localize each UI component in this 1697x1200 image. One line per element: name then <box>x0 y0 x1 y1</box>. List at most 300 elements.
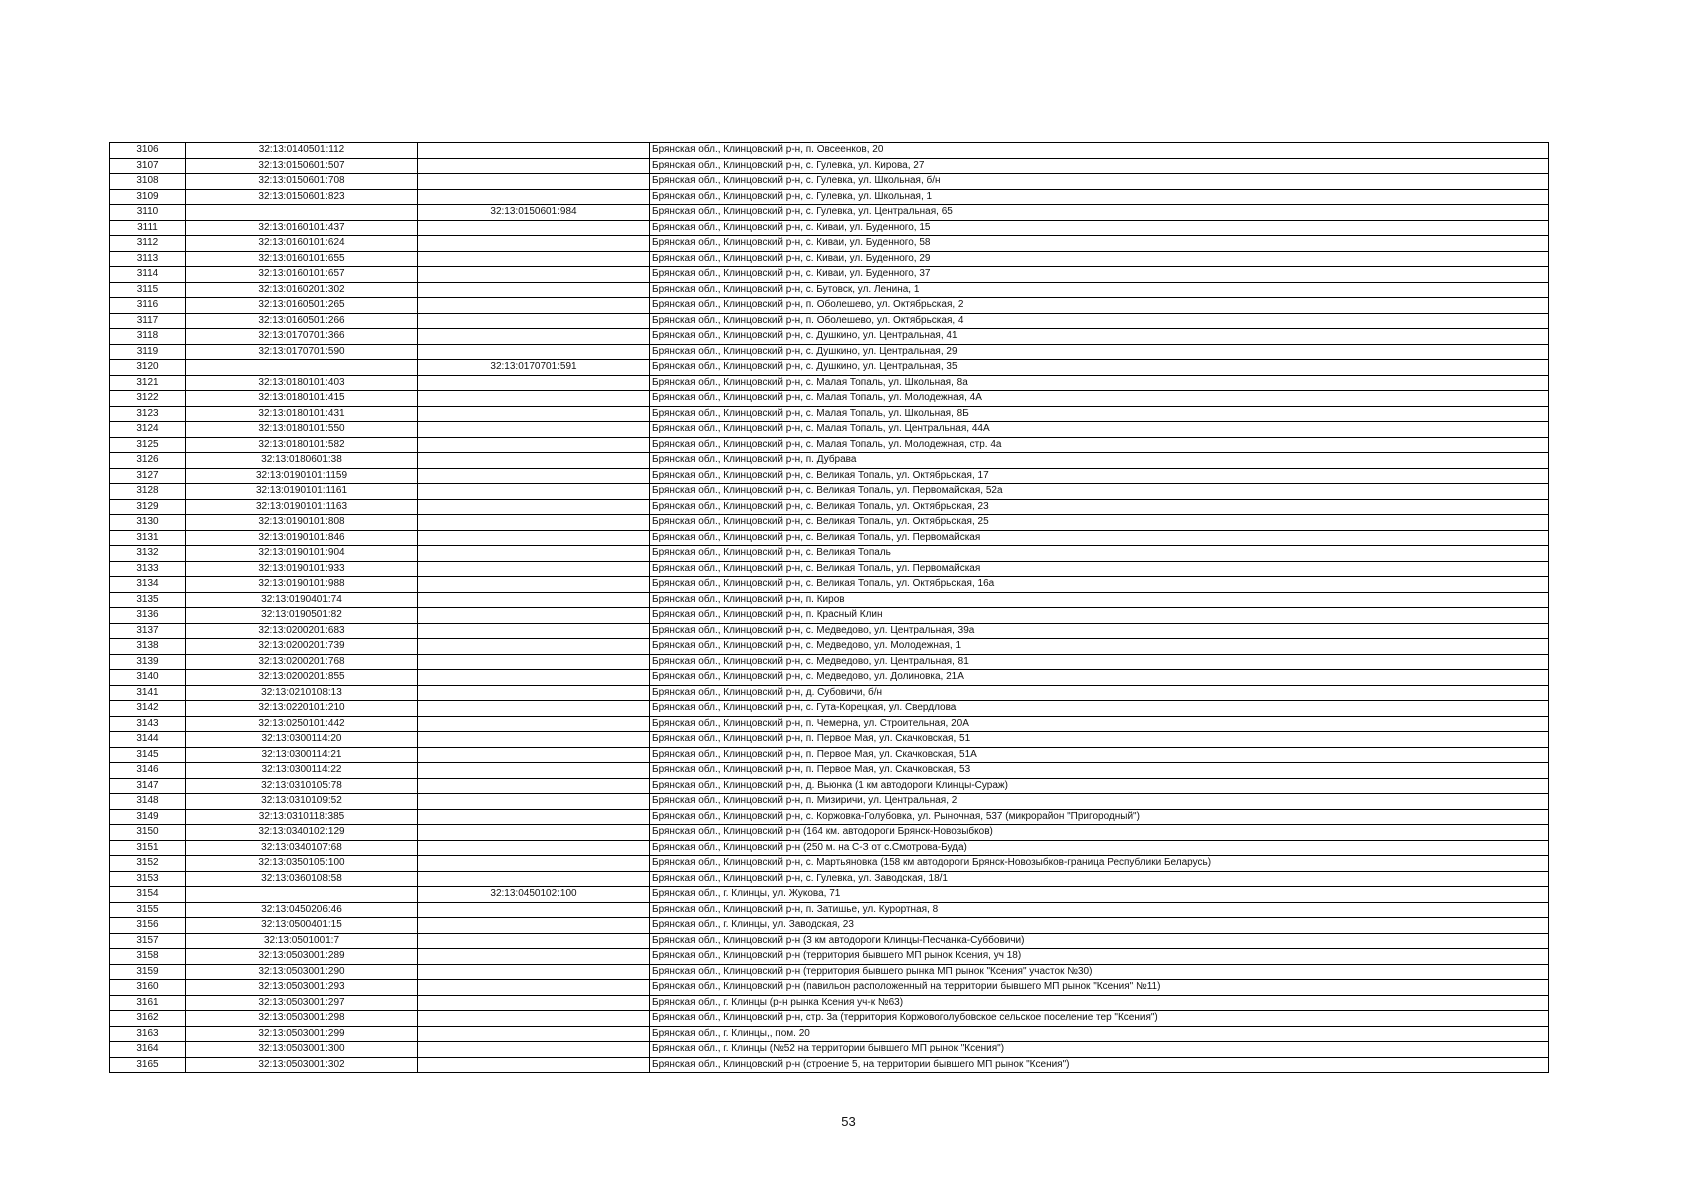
address-cell: Брянская обл., г. Клинцы,, пом. 20 <box>650 1026 1549 1042</box>
address-cell: Брянская обл., Клинцовский р-н, с. Киваи, ул. Буденного, 29 <box>650 251 1549 267</box>
table-row <box>110 747 1549 763</box>
row-number-cell: 3141 <box>110 685 186 701</box>
row-number-cell: 3119 <box>110 344 186 360</box>
row-number-cell: 3163 <box>110 1026 186 1042</box>
cadastral-number-cell: 32:13:0310109:52 <box>186 794 418 810</box>
table-row <box>110 546 1549 562</box>
table-row <box>110 902 1549 918</box>
cadastral-number-cell: 32:13:0140501:112 <box>186 143 418 159</box>
cadastral-number-cell: 32:13:0190101:1161 <box>186 484 418 500</box>
table-row <box>110 840 1549 856</box>
address-cell: Брянская обл., Клинцовский р-н, с. Киваи, ул. Буденного, 58 <box>650 236 1549 252</box>
row-number-cell: 3146 <box>110 763 186 779</box>
address-cell: Брянская обл., Клинцовский р-н, д. Вьюнка (1 км автодороги Клинцы-Сураж) <box>650 778 1549 794</box>
table-row <box>110 499 1549 515</box>
cadastral-number-cell: 32:13:0200201:855 <box>186 670 418 686</box>
row-number-cell: 3157 <box>110 933 186 949</box>
address-cell: Брянская обл., Клинцовский р-н, с. Гулевка, ул. Школьная, б/н <box>650 174 1549 190</box>
cadastral-number-cell: 32:13:0210108:13 <box>186 685 418 701</box>
row-number-cell: 3155 <box>110 902 186 918</box>
cadastral-number-alt-cell <box>418 732 650 748</box>
address-cell: Брянская обл., Клинцовский р-н, с. Медведово, ул. Центральная, 39а <box>650 623 1549 639</box>
address-cell: Брянская обл., Клинцовский р-н, п. Дубрава <box>650 453 1549 469</box>
cadastral-number-alt-cell <box>418 515 650 531</box>
table-row <box>110 778 1549 794</box>
cadastral-number-cell: 32:13:0503001:300 <box>186 1042 418 1058</box>
table-row <box>110 825 1549 841</box>
row-number-cell: 3161 <box>110 995 186 1011</box>
address-cell: Брянская обл., Клинцовский р-н, п. Затишье, ул. Курортная, 8 <box>650 902 1549 918</box>
cadastral-number-alt-cell <box>418 468 650 484</box>
row-number-cell: 3142 <box>110 701 186 717</box>
cadastral-number-alt-cell <box>418 933 650 949</box>
cadastral-number-alt-cell <box>418 871 650 887</box>
cadastral-number-alt-cell <box>418 189 650 205</box>
cadastral-number-alt-cell <box>418 1011 650 1027</box>
cadastral-number-cell: 32:13:0190101:904 <box>186 546 418 562</box>
row-number-cell: 3132 <box>110 546 186 562</box>
row-number-cell: 3123 <box>110 406 186 422</box>
cadastral-number-alt-cell <box>418 453 650 469</box>
cadastral-number-alt-cell <box>418 670 650 686</box>
table-row <box>110 701 1549 717</box>
address-cell: Брянская обл., Клинцовский р-н (павильон расположенный на территории бывшего МП рынок "Ксения" №11) <box>650 980 1549 996</box>
table-row <box>110 980 1549 996</box>
table-row <box>110 267 1549 283</box>
row-number-cell: 3111 <box>110 220 186 236</box>
table-row <box>110 561 1549 577</box>
cadastral-number-alt-cell <box>418 530 650 546</box>
row-number-cell: 3133 <box>110 561 186 577</box>
address-cell: Брянская обл., Клинцовский р-н, с. Великая Топаль, ул. Октябрьская, 25 <box>650 515 1549 531</box>
cadastral-number-alt-cell <box>418 639 650 655</box>
table-row <box>110 763 1549 779</box>
cadastral-number-alt-cell <box>418 623 650 639</box>
cadastral-number-cell: 32:13:0180101:582 <box>186 437 418 453</box>
cadastral-number-cell: 32:13:0160501:265 <box>186 298 418 314</box>
cadastral-number-alt-cell <box>418 608 650 624</box>
cadastral-number-alt-cell <box>418 778 650 794</box>
address-cell: Брянская обл., Клинцовский р-н, с. Великая Топаль, ул. Октябрьская, 17 <box>650 468 1549 484</box>
row-number-cell: 3117 <box>110 313 186 329</box>
table-row <box>110 716 1549 732</box>
row-number-cell: 3134 <box>110 577 186 593</box>
cadastral-number-alt-cell <box>418 437 650 453</box>
table-row <box>110 933 1549 949</box>
cadastral-number-alt-cell <box>418 1042 650 1058</box>
cadastral-number-cell: 32:13:0250101:442 <box>186 716 418 732</box>
cadastral-number-cell: 32:13:0160201:302 <box>186 282 418 298</box>
address-cell: Брянская обл., Клинцовский р-н, с. Мартьяновка (158 км автодороги Брянск-Новозыбков-граница Республики Беларусь) <box>650 856 1549 872</box>
cadastral-number-alt-cell <box>418 949 650 965</box>
cadastral-number-alt-cell <box>418 825 650 841</box>
table-row <box>110 608 1549 624</box>
address-cell: Брянская обл., Клинцовский р-н, с. Гулевка, ул. Кирова, 27 <box>650 158 1549 174</box>
cadastral-number-alt-cell <box>418 313 650 329</box>
cadastral-number-cell: 32:13:0503001:298 <box>186 1011 418 1027</box>
row-number-cell: 3107 <box>110 158 186 174</box>
cadastral-number-cell: 32:13:0450206:46 <box>186 902 418 918</box>
table-row <box>110 949 1549 965</box>
cadastral-number-cell: 32:13:0160101:657 <box>186 267 418 283</box>
table-row <box>110 995 1549 1011</box>
cadastral-number-cell <box>186 360 418 376</box>
cadastral-number-cell: 32:13:0200201:768 <box>186 654 418 670</box>
cadastral-number-cell: 32:13:0180101:415 <box>186 391 418 407</box>
cadastral-number-alt-cell <box>418 251 650 267</box>
address-cell: Брянская обл., г. Клинцы (№52 на территории бывшего МП рынок "Ксения") <box>650 1042 1549 1058</box>
cadastral-number-cell: 32:13:0150601:507 <box>186 158 418 174</box>
cadastral-number-cell <box>186 205 418 221</box>
cadastral-number-cell: 32:13:0503001:297 <box>186 995 418 1011</box>
table-row <box>110 592 1549 608</box>
table-row <box>110 964 1549 980</box>
cadastral-number-alt-cell <box>418 499 650 515</box>
row-number-cell: 3151 <box>110 840 186 856</box>
table-row <box>110 205 1549 221</box>
address-cell: Брянская обл., Клинцовский р-н (3 км автодороги Клинцы-Песчанка-Суббовичи) <box>650 933 1549 949</box>
table-row <box>110 1026 1549 1042</box>
table-row <box>110 794 1549 810</box>
cadastral-number-cell: 32:13:0190501:82 <box>186 608 418 624</box>
cadastral-number-cell: 32:13:0310118:385 <box>186 809 418 825</box>
address-cell: Брянская обл., Клинцовский р-н, с. Медведово, ул. Долиновка, 21А <box>650 670 1549 686</box>
table-row <box>110 871 1549 887</box>
cadastral-number-cell: 32:13:0503001:302 <box>186 1057 418 1073</box>
cadastral-number-cell: 32:13:0340102:129 <box>186 825 418 841</box>
row-number-cell: 3148 <box>110 794 186 810</box>
cadastral-number-alt-cell <box>418 577 650 593</box>
cadastral-number-alt-cell <box>418 1057 650 1073</box>
table-row <box>110 375 1549 391</box>
table-row <box>110 220 1549 236</box>
cadastral-number-alt-cell <box>418 391 650 407</box>
address-cell: Брянская обл., Клинцовский р-н, стр. 3а (территория Коржовоголубовское сельское поселение тер "Ксения") <box>650 1011 1549 1027</box>
row-number-cell: 3152 <box>110 856 186 872</box>
row-number-cell: 3108 <box>110 174 186 190</box>
registry-table-body <box>110 143 1549 1073</box>
address-cell: Брянская обл., Клинцовский р-н (территория бывшего рынка МП рынок "Ксения" участок №30) <box>650 964 1549 980</box>
address-cell: Брянская обл., Клинцовский р-н, с. Малая Топаль, ул. Молодежная, стр. 4а <box>650 437 1549 453</box>
table-row <box>110 143 1549 159</box>
table-row <box>110 251 1549 267</box>
row-number-cell: 3140 <box>110 670 186 686</box>
cadastral-number-alt-cell <box>418 174 650 190</box>
address-cell: Брянская обл., Клинцовский р-н, с. Малая Топаль, ул. Школьная, 8Б <box>650 406 1549 422</box>
address-cell: Брянская обл., Клинцовский р-н, д. Субовичи, б/н <box>650 685 1549 701</box>
page-number: 53 <box>841 1114 856 1129</box>
address-cell: Брянская обл., Клинцовский р-н, п. Первое Мая, ул. Скачковская, 53 <box>650 763 1549 779</box>
address-cell: Брянская обл., Клинцовский р-н, п. Первое Мая, ул. Скачковская, 51А <box>650 747 1549 763</box>
address-cell: Брянская обл., Клинцовский р-н, с. Великая Топаль, ул. Октябрьская, 16а <box>650 577 1549 593</box>
row-number-cell: 3164 <box>110 1042 186 1058</box>
cadastral-number-alt-cell <box>418 794 650 810</box>
cadastral-number-cell: 32:13:0200201:683 <box>186 623 418 639</box>
cadastral-number-cell: 32:13:0180101:431 <box>186 406 418 422</box>
cadastral-number-cell: 32:13:0190101:808 <box>186 515 418 531</box>
row-number-cell: 3130 <box>110 515 186 531</box>
row-number-cell: 3128 <box>110 484 186 500</box>
table-row <box>110 236 1549 252</box>
registry-table <box>109 142 1549 1073</box>
table-row <box>110 453 1549 469</box>
cadastral-number-alt-cell <box>418 701 650 717</box>
cadastral-number-alt-cell <box>418 902 650 918</box>
cadastral-number-cell: 32:13:0310105:78 <box>186 778 418 794</box>
address-cell: Брянская обл., Клинцовский р-н, с. Великая Топаль, ул. Первомайская, 52а <box>650 484 1549 500</box>
address-cell: Брянская обл., Клинцовский р-н, с. Гулевка, ул. Заводская, 18/1 <box>650 871 1549 887</box>
address-cell: Брянская обл., Клинцовский р-н, с. Гута-Корецкая, ул. Свердлова <box>650 701 1549 717</box>
address-cell: Брянская обл., Клинцовский р-н, с. Душкино, ул. Центральная, 35 <box>650 360 1549 376</box>
cadastral-number-alt-cell <box>418 980 650 996</box>
row-number-cell: 3143 <box>110 716 186 732</box>
row-number-cell: 3122 <box>110 391 186 407</box>
row-number-cell: 3118 <box>110 329 186 345</box>
cadastral-number-alt-cell <box>418 220 650 236</box>
table-row <box>110 639 1549 655</box>
row-number-cell: 3153 <box>110 871 186 887</box>
table-row <box>110 809 1549 825</box>
address-cell: Брянская обл., Клинцовский р-н, с. Малая Топаль, ул. Молодежная, 4А <box>650 391 1549 407</box>
cadastral-number-cell: 32:13:0503001:290 <box>186 964 418 980</box>
row-number-cell: 3131 <box>110 530 186 546</box>
cadastral-number-alt-cell <box>418 809 650 825</box>
cadastral-number-alt-cell <box>418 964 650 980</box>
row-number-cell: 3110 <box>110 205 186 221</box>
table-row <box>110 437 1549 453</box>
address-cell: Брянская обл., Клинцовский р-н, с. Медведово, ул. Центральная, 81 <box>650 654 1549 670</box>
address-cell: Брянская обл., Клинцовский р-н, с. Великая Топаль, ул. Октябрьская, 23 <box>650 499 1549 515</box>
cadastral-number-alt-cell <box>418 654 650 670</box>
row-number-cell: 3115 <box>110 282 186 298</box>
cadastral-number-cell: 32:13:0160501:266 <box>186 313 418 329</box>
address-cell: Брянская обл., Клинцовский р-н, с. Малая Топаль, ул. Школьная, 8а <box>650 375 1549 391</box>
table-row <box>110 685 1549 701</box>
cadastral-number-cell: 32:13:0500401:15 <box>186 918 418 934</box>
cadastral-number-alt-cell <box>418 546 650 562</box>
row-number-cell: 3138 <box>110 639 186 655</box>
address-cell: Брянская обл., Клинцовский р-н, с. Душкино, ул. Центральная, 41 <box>650 329 1549 345</box>
cadastral-number-alt-cell <box>418 1026 650 1042</box>
cadastral-number-alt-cell <box>418 158 650 174</box>
table-row <box>110 623 1549 639</box>
cadastral-number-cell: 32:13:0350105:100 <box>186 856 418 872</box>
cadastral-number-cell: 32:13:0160101:655 <box>186 251 418 267</box>
cadastral-number-cell: 32:13:0190101:933 <box>186 561 418 577</box>
cadastral-number-alt-cell: 32:13:0450102:100 <box>418 887 650 903</box>
cadastral-number-cell: 32:13:0503001:289 <box>186 949 418 965</box>
address-cell: Брянская обл., г. Клинцы, ул. Заводская, 23 <box>650 918 1549 934</box>
row-number-cell: 3109 <box>110 189 186 205</box>
address-cell: Брянская обл., Клинцовский р-н, п. Первое Мая, ул. Скачковская, 51 <box>650 732 1549 748</box>
cadastral-number-cell: 32:13:0190401:74 <box>186 592 418 608</box>
cadastral-number-cell: 32:13:0503001:299 <box>186 1026 418 1042</box>
table-row <box>110 887 1549 903</box>
cadastral-number-cell: 32:13:0160101:437 <box>186 220 418 236</box>
cadastral-number-alt-cell <box>418 763 650 779</box>
cadastral-number-cell: 32:13:0360108:58 <box>186 871 418 887</box>
address-cell: Брянская обл., Клинцовский р-н, с. Коржовка-Голубовка, ул. Рыночная, 537 (микрорайон "Пригородный") <box>650 809 1549 825</box>
row-number-cell: 3126 <box>110 453 186 469</box>
table-row <box>110 670 1549 686</box>
cadastral-number-alt-cell <box>418 918 650 934</box>
table-row <box>110 174 1549 190</box>
address-cell: Брянская обл., Клинцовский р-н, п. Киров <box>650 592 1549 608</box>
cadastral-number-alt-cell <box>418 282 650 298</box>
cadastral-number-alt-cell <box>418 685 650 701</box>
cadastral-number-alt-cell: 32:13:0170701:591 <box>418 360 650 376</box>
table-row <box>110 732 1549 748</box>
cadastral-number-cell: 32:13:0180601:38 <box>186 453 418 469</box>
address-cell: Брянская обл., Клинцовский р-н, с. Медведово, ул. Молодежная, 1 <box>650 639 1549 655</box>
cadastral-number-alt-cell <box>418 995 650 1011</box>
cadastral-number-cell: 32:13:0160101:624 <box>186 236 418 252</box>
address-cell: Брянская обл., Клинцовский р-н, п. Чемерна, ул. Строительная, 20А <box>650 716 1549 732</box>
cadastral-number-alt-cell <box>418 592 650 608</box>
table-row <box>110 189 1549 205</box>
cadastral-number-alt-cell <box>418 267 650 283</box>
cadastral-number-alt-cell: 32:13:0150601:984 <box>418 205 650 221</box>
table-row <box>110 577 1549 593</box>
address-cell: Брянская обл., Клинцовский р-н, п. Красный Клин <box>650 608 1549 624</box>
address-cell: Брянская обл., Клинцовский р-н, с. Киваи, ул. Буденного, 37 <box>650 267 1549 283</box>
table-row <box>110 1057 1549 1073</box>
cadastral-number-alt-cell <box>418 298 650 314</box>
row-number-cell: 3112 <box>110 236 186 252</box>
cadastral-number-alt-cell <box>418 143 650 159</box>
row-number-cell: 3145 <box>110 747 186 763</box>
row-number-cell: 3135 <box>110 592 186 608</box>
cadastral-number-alt-cell <box>418 344 650 360</box>
cadastral-number-cell: 32:13:0180101:403 <box>186 375 418 391</box>
address-cell: Брянская обл., Клинцовский р-н, с. Гулевка, ул. Центральная, 65 <box>650 205 1549 221</box>
table-row <box>110 1042 1549 1058</box>
table-row <box>110 654 1549 670</box>
address-cell: Брянская обл., Клинцовский р-н, с. Великая Топаль, ул. Первомайская <box>650 530 1549 546</box>
table-row <box>110 1011 1549 1027</box>
cadastral-number-cell: 32:13:0340107:68 <box>186 840 418 856</box>
cadastral-number-alt-cell <box>418 840 650 856</box>
table-row <box>110 391 1549 407</box>
table-row <box>110 422 1549 438</box>
cadastral-number-cell: 32:13:0501001:7 <box>186 933 418 949</box>
cadastral-number-alt-cell <box>418 406 650 422</box>
address-cell: Брянская обл., г. Клинцы, ул. Жукова, 71 <box>650 887 1549 903</box>
cadastral-number-alt-cell <box>418 856 650 872</box>
address-cell: Брянская обл., Клинцовский р-н, с. Малая Топаль, ул. Центральная, 44А <box>650 422 1549 438</box>
row-number-cell: 3139 <box>110 654 186 670</box>
table-row <box>110 158 1549 174</box>
address-cell: Брянская обл., Клинцовский р-н, с. Великая Топаль, ул. Первомайская <box>650 561 1549 577</box>
cadastral-number-cell: 32:13:0300114:20 <box>186 732 418 748</box>
table-row <box>110 515 1549 531</box>
table-row <box>110 298 1549 314</box>
row-number-cell: 3162 <box>110 1011 186 1027</box>
row-number-cell: 3127 <box>110 468 186 484</box>
address-cell: Брянская обл., Клинцовский р-н (164 км. автодороги Брянск-Новозыбков) <box>650 825 1549 841</box>
row-number-cell: 3136 <box>110 608 186 624</box>
address-cell: Брянская обл., Клинцовский р-н, п. Мизиричи, ул. Центральная, 2 <box>650 794 1549 810</box>
address-cell: Брянская обл., Клинцовский р-н, с. Душкино, ул. Центральная, 29 <box>650 344 1549 360</box>
table-row <box>110 313 1549 329</box>
cadastral-number-cell: 32:13:0200201:739 <box>186 639 418 655</box>
row-number-cell: 3158 <box>110 949 186 965</box>
table-row <box>110 360 1549 376</box>
row-number-cell: 3159 <box>110 964 186 980</box>
table-row <box>110 918 1549 934</box>
cadastral-number-alt-cell <box>418 236 650 252</box>
address-cell: Брянская обл., Клинцовский р-н, п. Овсеенков, 20 <box>650 143 1549 159</box>
row-number-cell: 3147 <box>110 778 186 794</box>
row-number-cell: 3154 <box>110 887 186 903</box>
cadastral-number-alt-cell <box>418 375 650 391</box>
row-number-cell: 3121 <box>110 375 186 391</box>
table-row <box>110 329 1549 345</box>
address-cell: Брянская обл., Клинцовский р-н, п. Оболешево, ул. Октябрьская, 2 <box>650 298 1549 314</box>
row-number-cell: 3129 <box>110 499 186 515</box>
cadastral-number-cell <box>186 887 418 903</box>
cadastral-number-cell: 32:13:0503001:293 <box>186 980 418 996</box>
cadastral-number-cell: 32:13:0190101:846 <box>186 530 418 546</box>
table-row <box>110 344 1549 360</box>
table-row <box>110 406 1549 422</box>
cadastral-number-cell: 32:13:0150601:708 <box>186 174 418 190</box>
cadastral-number-cell: 32:13:0170701:366 <box>186 329 418 345</box>
table-row <box>110 530 1549 546</box>
row-number-cell: 3114 <box>110 267 186 283</box>
cadastral-number-cell: 32:13:0220101:210 <box>186 701 418 717</box>
cadastral-number-cell: 32:13:0180101:550 <box>186 422 418 438</box>
cadastral-number-alt-cell <box>418 329 650 345</box>
row-number-cell: 3165 <box>110 1057 186 1073</box>
row-number-cell: 3106 <box>110 143 186 159</box>
cadastral-number-alt-cell <box>418 561 650 577</box>
address-cell: Брянская обл., Клинцовский р-н (250 м. на С-З от с.Смотрова-Буда) <box>650 840 1549 856</box>
row-number-cell: 3113 <box>110 251 186 267</box>
address-cell: Брянская обл., Клинцовский р-н (территория бывшего МП рынок Ксения, уч 18) <box>650 949 1549 965</box>
table-row <box>110 856 1549 872</box>
address-cell: Брянская обл., Клинцовский р-н, с. Киваи, ул. Буденного, 15 <box>650 220 1549 236</box>
row-number-cell: 3150 <box>110 825 186 841</box>
row-number-cell: 3137 <box>110 623 186 639</box>
cadastral-number-cell: 32:13:0170701:590 <box>186 344 418 360</box>
address-cell: Брянская обл., Клинцовский р-н (строение 5, на территории бывшего МП рынок "Ксения") <box>650 1057 1549 1073</box>
table-row <box>110 468 1549 484</box>
cadastral-number-cell: 32:13:0300114:21 <box>186 747 418 763</box>
cadastral-number-cell: 32:13:0300114:22 <box>186 763 418 779</box>
row-number-cell: 3125 <box>110 437 186 453</box>
address-cell: Брянская обл., Клинцовский р-н, с. Бутовск, ул. Ленина, 1 <box>650 282 1549 298</box>
cadastral-number-cell: 32:13:0190101:988 <box>186 577 418 593</box>
cadastral-number-cell: 32:13:0190101:1159 <box>186 468 418 484</box>
row-number-cell: 3149 <box>110 809 186 825</box>
row-number-cell: 3156 <box>110 918 186 934</box>
row-number-cell: 3144 <box>110 732 186 748</box>
cadastral-number-alt-cell <box>418 422 650 438</box>
row-number-cell: 3116 <box>110 298 186 314</box>
row-number-cell: 3120 <box>110 360 186 376</box>
row-number-cell: 3124 <box>110 422 186 438</box>
address-cell: Брянская обл., Клинцовский р-н, п. Оболешево, ул. Октябрьская, 4 <box>650 313 1549 329</box>
cadastral-number-cell: 32:13:0150601:823 <box>186 189 418 205</box>
cadastral-number-alt-cell <box>418 747 650 763</box>
address-cell: Брянская обл., Клинцовский р-н, с. Гулевка, ул. Школьная, 1 <box>650 189 1549 205</box>
row-number-cell: 3160 <box>110 980 186 996</box>
table-row <box>110 282 1549 298</box>
address-cell: Брянская обл., г. Клинцы (р-н рынка Ксения уч-к №63) <box>650 995 1549 1011</box>
table-row <box>110 484 1549 500</box>
cadastral-number-alt-cell <box>418 716 650 732</box>
